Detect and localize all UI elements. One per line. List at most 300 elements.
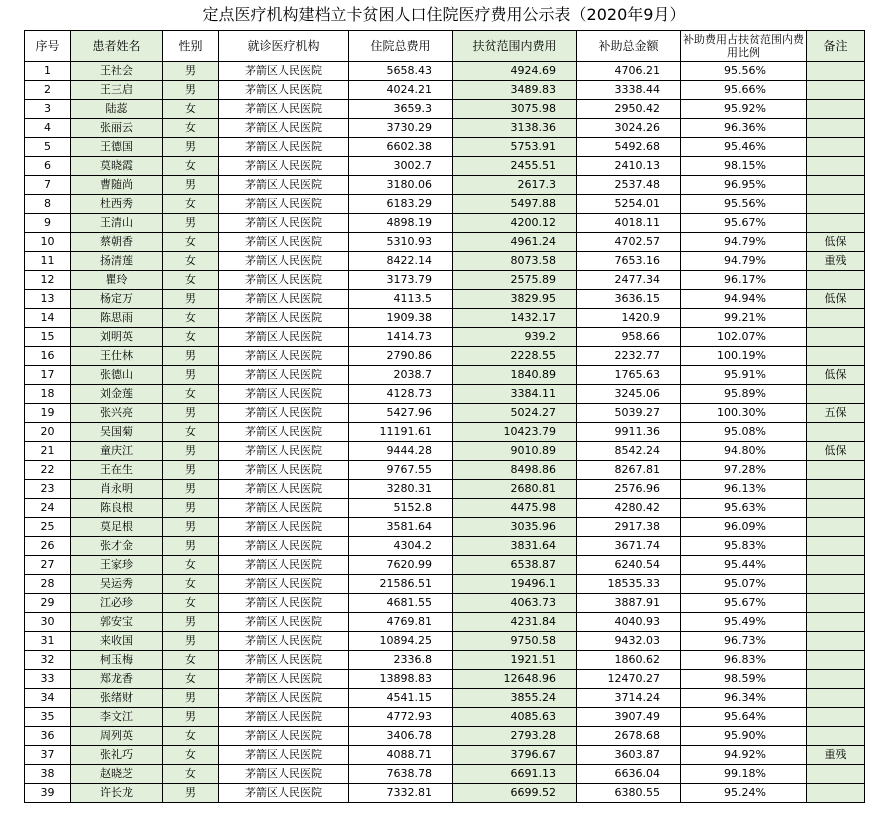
cell-subsidy-total: 6380.55 bbox=[577, 784, 681, 803]
cell-subsidy-total: 5492.68 bbox=[577, 138, 681, 157]
cell-patient-name: 莫晓霞 bbox=[71, 157, 163, 176]
cell-subsidy-ratio: 100.19% bbox=[681, 347, 807, 366]
cell-index: 12 bbox=[25, 271, 71, 290]
cell-hospital: 茅箭区人民医院 bbox=[219, 651, 349, 670]
cell-subsidy-total: 3636.15 bbox=[577, 290, 681, 309]
cell-remarks bbox=[807, 708, 865, 727]
cell-total-cost: 7620.99 bbox=[349, 556, 453, 575]
cell-poverty-scope-cost: 2680.81 bbox=[453, 480, 577, 499]
cell-gender: 女 bbox=[163, 233, 219, 252]
cell-patient-name: 王三启 bbox=[71, 81, 163, 100]
cell-gender: 男 bbox=[163, 784, 219, 803]
cell-poverty-scope-cost: 4961.24 bbox=[453, 233, 577, 252]
cell-hospital: 茅箭区人民医院 bbox=[219, 442, 349, 461]
cell-gender: 女 bbox=[163, 423, 219, 442]
cell-gender: 女 bbox=[163, 328, 219, 347]
cell-subsidy-ratio: 98.15% bbox=[681, 157, 807, 176]
cell-gender: 男 bbox=[163, 499, 219, 518]
cell-poverty-scope-cost: 2575.89 bbox=[453, 271, 577, 290]
cell-index: 35 bbox=[25, 708, 71, 727]
cell-index: 14 bbox=[25, 309, 71, 328]
cell-patient-name: 吴运秀 bbox=[71, 575, 163, 594]
cell-remarks bbox=[807, 81, 865, 100]
cell-hospital: 茅箭区人民医院 bbox=[219, 404, 349, 423]
table-row bbox=[25, 537, 865, 556]
cell-index: 32 bbox=[25, 651, 71, 670]
cell-patient-name: 郭安宝 bbox=[71, 613, 163, 632]
cell-subsidy-ratio: 97.28% bbox=[681, 461, 807, 480]
cell-poverty-scope-cost: 4475.98 bbox=[453, 499, 577, 518]
cell-subsidy-ratio: 96.17% bbox=[681, 271, 807, 290]
cell-patient-name: 陆蕊 bbox=[71, 100, 163, 119]
cell-subsidy-ratio: 95.56% bbox=[681, 62, 807, 81]
cell-patient-name: 张丽云 bbox=[71, 119, 163, 138]
cell-subsidy-total: 3671.74 bbox=[577, 537, 681, 556]
header-remarks: 备注 bbox=[807, 31, 865, 62]
cell-subsidy-ratio: 96.95% bbox=[681, 176, 807, 195]
cell-remarks bbox=[807, 119, 865, 138]
cell-patient-name: 扬清莲 bbox=[71, 252, 163, 271]
cell-total-cost: 11191.61 bbox=[349, 423, 453, 442]
table-row bbox=[25, 727, 865, 746]
cell-patient-name: 赵晓芝 bbox=[71, 765, 163, 784]
table-row bbox=[25, 632, 865, 651]
cell-patient-name: 刘金莲 bbox=[71, 385, 163, 404]
cell-gender: 女 bbox=[163, 195, 219, 214]
cell-index: 4 bbox=[25, 119, 71, 138]
cell-index: 24 bbox=[25, 499, 71, 518]
cell-remarks bbox=[807, 632, 865, 651]
cell-index: 10 bbox=[25, 233, 71, 252]
cell-hospital: 茅箭区人民医院 bbox=[219, 632, 349, 651]
cell-remarks bbox=[807, 271, 865, 290]
cell-subsidy-ratio: 98.59% bbox=[681, 670, 807, 689]
cell-subsidy-ratio: 95.92% bbox=[681, 100, 807, 119]
cell-total-cost: 5427.96 bbox=[349, 404, 453, 423]
cell-patient-name: 肖永明 bbox=[71, 480, 163, 499]
cell-poverty-scope-cost: 1432.17 bbox=[453, 309, 577, 328]
cell-patient-name: 陈良根 bbox=[71, 499, 163, 518]
cell-gender: 男 bbox=[163, 404, 219, 423]
cell-total-cost: 5658.43 bbox=[349, 62, 453, 81]
cell-total-cost: 6183.29 bbox=[349, 195, 453, 214]
cell-gender: 女 bbox=[163, 157, 219, 176]
cell-patient-name: 杨定万 bbox=[71, 290, 163, 309]
cell-remarks bbox=[807, 100, 865, 119]
cell-gender: 男 bbox=[163, 62, 219, 81]
cell-gender: 男 bbox=[163, 347, 219, 366]
cell-subsidy-total: 9911.36 bbox=[577, 423, 681, 442]
cell-subsidy-total: 3338.44 bbox=[577, 81, 681, 100]
cell-hospital: 茅箭区人民医院 bbox=[219, 138, 349, 157]
cell-hospital: 茅箭区人民医院 bbox=[219, 784, 349, 803]
table-row bbox=[25, 670, 865, 689]
header-total-cost: 住院总费用 bbox=[349, 31, 453, 62]
cell-gender: 女 bbox=[163, 556, 219, 575]
cell-hospital: 茅箭区人民医院 bbox=[219, 537, 349, 556]
cell-subsidy-ratio: 94.80% bbox=[681, 442, 807, 461]
cell-poverty-scope-cost: 5497.88 bbox=[453, 195, 577, 214]
cell-subsidy-ratio: 95.44% bbox=[681, 556, 807, 575]
cell-subsidy-total: 2477.34 bbox=[577, 271, 681, 290]
cell-index: 9 bbox=[25, 214, 71, 233]
table-row bbox=[25, 119, 865, 138]
cell-hospital: 茅箭区人民医院 bbox=[219, 461, 349, 480]
cell-gender: 女 bbox=[163, 271, 219, 290]
cell-subsidy-total: 958.66 bbox=[577, 328, 681, 347]
cell-hospital: 茅箭区人民医院 bbox=[219, 746, 349, 765]
cell-poverty-scope-cost: 2228.55 bbox=[453, 347, 577, 366]
cell-remarks bbox=[807, 594, 865, 613]
cell-gender: 女 bbox=[163, 746, 219, 765]
cell-remarks bbox=[807, 518, 865, 537]
cell-hospital: 茅箭区人民医院 bbox=[219, 271, 349, 290]
cell-remarks bbox=[807, 138, 865, 157]
cell-subsidy-total: 4702.57 bbox=[577, 233, 681, 252]
cell-subsidy-ratio: 95.56% bbox=[681, 195, 807, 214]
cell-subsidy-ratio: 95.67% bbox=[681, 214, 807, 233]
cell-total-cost: 4304.2 bbox=[349, 537, 453, 556]
table-row bbox=[25, 518, 865, 537]
cell-total-cost: 6602.38 bbox=[349, 138, 453, 157]
cell-poverty-scope-cost: 6699.52 bbox=[453, 784, 577, 803]
cell-subsidy-ratio: 96.34% bbox=[681, 689, 807, 708]
cell-hospital: 茅箭区人民医院 bbox=[219, 252, 349, 271]
table-row bbox=[25, 689, 865, 708]
cell-poverty-scope-cost: 3489.83 bbox=[453, 81, 577, 100]
cell-remarks bbox=[807, 651, 865, 670]
cell-gender: 女 bbox=[163, 651, 219, 670]
cell-subsidy-total: 4280.42 bbox=[577, 499, 681, 518]
cell-total-cost: 3180.06 bbox=[349, 176, 453, 195]
cell-total-cost: 5310.93 bbox=[349, 233, 453, 252]
cell-subsidy-ratio: 95.67% bbox=[681, 594, 807, 613]
cell-index: 33 bbox=[25, 670, 71, 689]
cell-index: 39 bbox=[25, 784, 71, 803]
cell-hospital: 茅箭区人民医院 bbox=[219, 594, 349, 613]
cell-subsidy-total: 3714.24 bbox=[577, 689, 681, 708]
cell-index: 27 bbox=[25, 556, 71, 575]
table-row bbox=[25, 309, 865, 328]
table-row bbox=[25, 651, 865, 670]
cell-subsidy-total: 9432.03 bbox=[577, 632, 681, 651]
cell-hospital: 茅箭区人民医院 bbox=[219, 290, 349, 309]
cell-subsidy-total: 8267.81 bbox=[577, 461, 681, 480]
table-row bbox=[25, 404, 865, 423]
cell-hospital: 茅箭区人民医院 bbox=[219, 518, 349, 537]
cell-total-cost: 4898.19 bbox=[349, 214, 453, 233]
cell-hospital: 茅箭区人民医院 bbox=[219, 214, 349, 233]
cell-subsidy-total: 7653.16 bbox=[577, 252, 681, 271]
cell-poverty-scope-cost: 5024.27 bbox=[453, 404, 577, 423]
cell-hospital: 茅箭区人民医院 bbox=[219, 480, 349, 499]
cell-remarks bbox=[807, 499, 865, 518]
fee-table bbox=[24, 30, 865, 803]
table-row bbox=[25, 62, 865, 81]
cell-gender: 女 bbox=[163, 575, 219, 594]
table-row bbox=[25, 138, 865, 157]
cell-remarks bbox=[807, 195, 865, 214]
cell-patient-name: 张礼巧 bbox=[71, 746, 163, 765]
cell-remarks bbox=[807, 784, 865, 803]
cell-gender: 男 bbox=[163, 480, 219, 499]
cell-poverty-scope-cost: 10423.79 bbox=[453, 423, 577, 442]
cell-index: 7 bbox=[25, 176, 71, 195]
cell-remarks bbox=[807, 423, 865, 442]
cell-hospital: 茅箭区人民医院 bbox=[219, 499, 349, 518]
cell-patient-name: 王德国 bbox=[71, 138, 163, 157]
header-poverty-scope-cost: 扶贫范围内费用 bbox=[453, 31, 577, 62]
cell-index: 8 bbox=[25, 195, 71, 214]
cell-subsidy-total: 2232.77 bbox=[577, 347, 681, 366]
cell-subsidy-ratio: 95.90% bbox=[681, 727, 807, 746]
cell-remarks bbox=[807, 613, 865, 632]
cell-subsidy-total: 3603.87 bbox=[577, 746, 681, 765]
cell-remarks bbox=[807, 727, 865, 746]
cell-patient-name: 瞿玲 bbox=[71, 271, 163, 290]
table-row bbox=[25, 290, 865, 309]
cell-gender: 男 bbox=[163, 366, 219, 385]
table-row bbox=[25, 252, 865, 271]
cell-subsidy-total: 3024.26 bbox=[577, 119, 681, 138]
cell-hospital: 茅箭区人民医院 bbox=[219, 347, 349, 366]
cell-subsidy-total: 1420.9 bbox=[577, 309, 681, 328]
cell-subsidy-total: 2537.48 bbox=[577, 176, 681, 195]
cell-subsidy-ratio: 99.18% bbox=[681, 765, 807, 784]
cell-index: 36 bbox=[25, 727, 71, 746]
cell-index: 20 bbox=[25, 423, 71, 442]
cell-remarks bbox=[807, 575, 865, 594]
cell-subsidy-total: 8542.24 bbox=[577, 442, 681, 461]
cell-hospital: 茅箭区人民医院 bbox=[219, 575, 349, 594]
page-title: 定点医疗机构建档立卡贫困人口住院医疗费用公示表（2020年9月） bbox=[202, 5, 686, 24]
cell-subsidy-total: 2576.96 bbox=[577, 480, 681, 499]
cell-poverty-scope-cost: 1921.51 bbox=[453, 651, 577, 670]
cell-remarks: 五保 bbox=[807, 404, 865, 423]
table-row bbox=[25, 708, 865, 727]
cell-hospital: 茅箭区人民医院 bbox=[219, 423, 349, 442]
cell-total-cost: 4769.81 bbox=[349, 613, 453, 632]
cell-subsidy-total: 4040.93 bbox=[577, 613, 681, 632]
cell-index: 19 bbox=[25, 404, 71, 423]
cell-gender: 女 bbox=[163, 119, 219, 138]
cell-subsidy-ratio: 95.91% bbox=[681, 366, 807, 385]
cell-remarks: 低保 bbox=[807, 366, 865, 385]
cell-total-cost: 21586.51 bbox=[349, 575, 453, 594]
cell-index: 15 bbox=[25, 328, 71, 347]
cell-patient-name: 江必珍 bbox=[71, 594, 163, 613]
cell-remarks: 低保 bbox=[807, 233, 865, 252]
cell-total-cost: 3406.78 bbox=[349, 727, 453, 746]
cell-index: 34 bbox=[25, 689, 71, 708]
cell-hospital: 茅箭区人民医院 bbox=[219, 119, 349, 138]
cell-index: 11 bbox=[25, 252, 71, 271]
cell-remarks bbox=[807, 765, 865, 784]
cell-remarks bbox=[807, 328, 865, 347]
cell-total-cost: 3173.79 bbox=[349, 271, 453, 290]
cell-poverty-scope-cost: 6691.13 bbox=[453, 765, 577, 784]
cell-poverty-scope-cost: 3075.98 bbox=[453, 100, 577, 119]
cell-subsidy-total: 3887.91 bbox=[577, 594, 681, 613]
cell-index: 38 bbox=[25, 765, 71, 784]
cell-patient-name: 张兴亮 bbox=[71, 404, 163, 423]
cell-subsidy-total: 1860.62 bbox=[577, 651, 681, 670]
cell-subsidy-total: 1765.63 bbox=[577, 366, 681, 385]
cell-poverty-scope-cost: 1840.89 bbox=[453, 366, 577, 385]
table-row bbox=[25, 157, 865, 176]
cell-total-cost: 4024.21 bbox=[349, 81, 453, 100]
cell-hospital: 茅箭区人民医院 bbox=[219, 765, 349, 784]
table-row bbox=[25, 575, 865, 594]
cell-patient-name: 王清山 bbox=[71, 214, 163, 233]
cell-total-cost: 10894.25 bbox=[349, 632, 453, 651]
cell-poverty-scope-cost: 3829.95 bbox=[453, 290, 577, 309]
cell-patient-name: 张才金 bbox=[71, 537, 163, 556]
cell-total-cost: 1909.38 bbox=[349, 309, 453, 328]
cell-gender: 男 bbox=[163, 632, 219, 651]
cell-subsidy-total: 3907.49 bbox=[577, 708, 681, 727]
cell-subsidy-total: 18535.33 bbox=[577, 575, 681, 594]
table-row bbox=[25, 233, 865, 252]
cell-subsidy-total: 6636.04 bbox=[577, 765, 681, 784]
cell-index: 2 bbox=[25, 81, 71, 100]
table-row bbox=[25, 195, 865, 214]
cell-subsidy-total: 2917.38 bbox=[577, 518, 681, 537]
cell-subsidy-ratio: 95.63% bbox=[681, 499, 807, 518]
cell-poverty-scope-cost: 9010.89 bbox=[453, 442, 577, 461]
cell-subsidy-ratio: 94.92% bbox=[681, 746, 807, 765]
cell-hospital: 茅箭区人民医院 bbox=[219, 670, 349, 689]
cell-index: 37 bbox=[25, 746, 71, 765]
cell-total-cost: 4541.15 bbox=[349, 689, 453, 708]
table-row bbox=[25, 746, 865, 765]
cell-index: 5 bbox=[25, 138, 71, 157]
cell-patient-name: 郑龙香 bbox=[71, 670, 163, 689]
cell-total-cost: 9444.28 bbox=[349, 442, 453, 461]
cell-index: 17 bbox=[25, 366, 71, 385]
cell-total-cost: 8422.14 bbox=[349, 252, 453, 271]
cell-subsidy-ratio: 95.49% bbox=[681, 613, 807, 632]
cell-remarks: 低保 bbox=[807, 442, 865, 461]
cell-patient-name: 王仕林 bbox=[71, 347, 163, 366]
cell-poverty-scope-cost: 2455.51 bbox=[453, 157, 577, 176]
table-row bbox=[25, 328, 865, 347]
cell-hospital: 茅箭区人民医院 bbox=[219, 62, 349, 81]
header-hospital: 就诊医疗机构 bbox=[219, 31, 349, 62]
header-patient-name: 患者姓名 bbox=[71, 31, 163, 62]
cell-subsidy-ratio: 95.66% bbox=[681, 81, 807, 100]
table-row bbox=[25, 176, 865, 195]
cell-patient-name: 蔡朝香 bbox=[71, 233, 163, 252]
cell-remarks: 重残 bbox=[807, 252, 865, 271]
cell-remarks bbox=[807, 176, 865, 195]
cell-subsidy-total: 2410.13 bbox=[577, 157, 681, 176]
cell-remarks bbox=[807, 670, 865, 689]
cell-subsidy-ratio: 95.24% bbox=[681, 784, 807, 803]
cell-subsidy-ratio: 96.83% bbox=[681, 651, 807, 670]
table-row bbox=[25, 499, 865, 518]
cell-patient-name: 王家珍 bbox=[71, 556, 163, 575]
cell-index: 16 bbox=[25, 347, 71, 366]
cell-hospital: 茅箭区人民医院 bbox=[219, 176, 349, 195]
cell-poverty-scope-cost: 3138.36 bbox=[453, 119, 577, 138]
cell-total-cost: 3280.31 bbox=[349, 480, 453, 499]
cell-poverty-scope-cost: 3855.24 bbox=[453, 689, 577, 708]
cell-patient-name: 李文江 bbox=[71, 708, 163, 727]
cell-index: 3 bbox=[25, 100, 71, 119]
cell-subsidy-total: 5254.01 bbox=[577, 195, 681, 214]
table-row bbox=[25, 347, 865, 366]
cell-subsidy-total: 4018.11 bbox=[577, 214, 681, 233]
cell-patient-name: 张德山 bbox=[71, 366, 163, 385]
cell-hospital: 茅箭区人民医院 bbox=[219, 556, 349, 575]
cell-poverty-scope-cost: 6538.87 bbox=[453, 556, 577, 575]
cell-index: 13 bbox=[25, 290, 71, 309]
header-gender: 性别 bbox=[163, 31, 219, 62]
cell-patient-name: 莫足根 bbox=[71, 518, 163, 537]
cell-patient-name: 王在生 bbox=[71, 461, 163, 480]
cell-poverty-scope-cost: 2617.3 bbox=[453, 176, 577, 195]
table-row bbox=[25, 423, 865, 442]
cell-subsidy-ratio: 95.07% bbox=[681, 575, 807, 594]
cell-subsidy-ratio: 96.36% bbox=[681, 119, 807, 138]
cell-remarks: 低保 bbox=[807, 290, 865, 309]
header-row bbox=[25, 31, 865, 62]
cell-poverty-scope-cost: 4231.84 bbox=[453, 613, 577, 632]
cell-gender: 男 bbox=[163, 537, 219, 556]
cell-patient-name: 张绪财 bbox=[71, 689, 163, 708]
cell-subsidy-ratio: 102.07% bbox=[681, 328, 807, 347]
cell-gender: 男 bbox=[163, 81, 219, 100]
table-row bbox=[25, 784, 865, 803]
cell-subsidy-total: 3245.06 bbox=[577, 385, 681, 404]
cell-subsidy-ratio: 99.21% bbox=[681, 309, 807, 328]
cell-index: 18 bbox=[25, 385, 71, 404]
cell-poverty-scope-cost: 4924.69 bbox=[453, 62, 577, 81]
header-subsidy-total: 补助总金额 bbox=[577, 31, 681, 62]
cell-poverty-scope-cost: 3035.96 bbox=[453, 518, 577, 537]
cell-subsidy-ratio: 95.83% bbox=[681, 537, 807, 556]
cell-gender: 女 bbox=[163, 309, 219, 328]
cell-subsidy-total: 12470.27 bbox=[577, 670, 681, 689]
cell-subsidy-ratio: 96.73% bbox=[681, 632, 807, 651]
cell-subsidy-total: 6240.54 bbox=[577, 556, 681, 575]
cell-remarks bbox=[807, 157, 865, 176]
cell-index: 29 bbox=[25, 594, 71, 613]
cell-total-cost: 4128.73 bbox=[349, 385, 453, 404]
cell-gender: 女 bbox=[163, 385, 219, 404]
cell-index: 30 bbox=[25, 613, 71, 632]
cell-poverty-scope-cost: 2793.28 bbox=[453, 727, 577, 746]
cell-subsidy-total: 2678.68 bbox=[577, 727, 681, 746]
cell-poverty-scope-cost: 4200.12 bbox=[453, 214, 577, 233]
cell-hospital: 茅箭区人民医院 bbox=[219, 689, 349, 708]
table-row bbox=[25, 81, 865, 100]
cell-gender: 女 bbox=[163, 727, 219, 746]
cell-subsidy-ratio: 96.09% bbox=[681, 518, 807, 537]
cell-poverty-scope-cost: 19496.1 bbox=[453, 575, 577, 594]
cell-gender: 男 bbox=[163, 708, 219, 727]
cell-remarks bbox=[807, 309, 865, 328]
cell-patient-name: 陈思雨 bbox=[71, 309, 163, 328]
cell-patient-name: 曹随尚 bbox=[71, 176, 163, 195]
cell-gender: 男 bbox=[163, 518, 219, 537]
cell-gender: 男 bbox=[163, 442, 219, 461]
cell-subsidy-total: 4706.21 bbox=[577, 62, 681, 81]
table-row bbox=[25, 480, 865, 499]
cell-poverty-scope-cost: 12648.96 bbox=[453, 670, 577, 689]
cell-poverty-scope-cost: 8498.86 bbox=[453, 461, 577, 480]
